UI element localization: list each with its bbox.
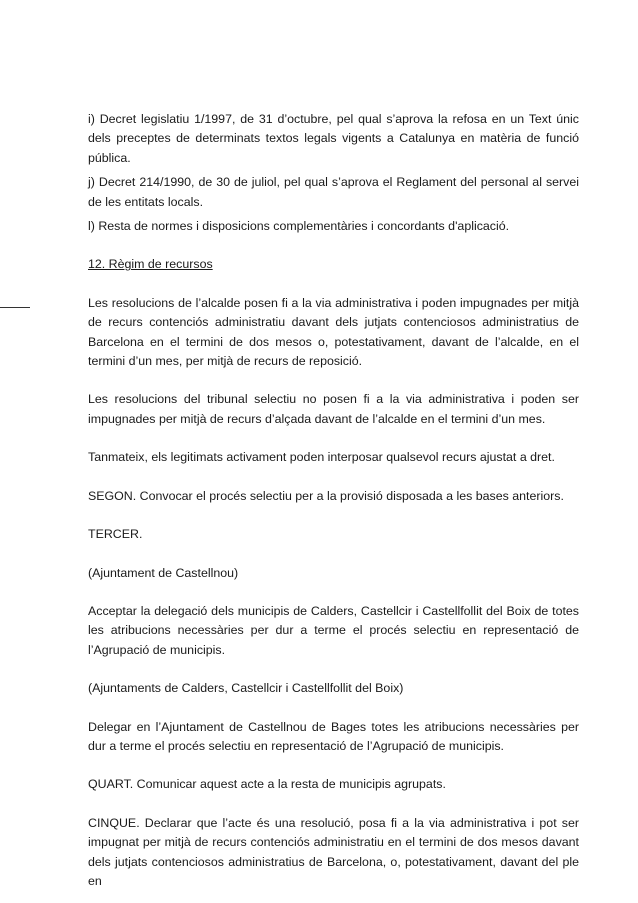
- paragraph-segon: SEGON. Convocar el procés selectiu per a la provisió disposada a les bases anteriors.: [88, 488, 564, 503]
- paragraph-quart: QUART. Comunicar aquest acte a la resta de municipis agrupats.: [88, 777, 446, 792]
- paragraph-decret-legislatiu: i) Decret legislatiu 1/1997, de 31 d’octubre, pel qual s’aprova la refosa en un Text únic dels preceptes de determinats textos legals vigents a Catalunya en matèria de funció pública.: [88, 112, 579, 165]
- paragraph-tanmateix: Tanmateix, els legitimats activament poden interposar qualsevol recurs ajustat a dret.: [88, 450, 555, 465]
- paragraph-decret-214: j) Decret 214/1990, de 30 de juliol, pel qual s’aprova el Reglament del personal al servei de les entitats locals.: [88, 175, 579, 209]
- paragraph-ajuntaments-calders: (Ajuntaments de Calders, Castellcir i Castellfollit del Boix): [88, 681, 404, 696]
- paragraph-cinque: CINQUE. Declarar que l’acte és una resolució, posa fi a la via administrativa i pot ser impugnat per mitjà de recurs contenciós administratiu en el termini de dos mesos davant dels jutjats contenciosos administratius de Barcelona, o, potestativament, davant del ple en: [88, 815, 579, 888]
- document-page: [88, 110, 579, 891]
- paragraph-resolucions-alcalde: Les resolucions de l’alcalde posen fi a la via administrativa i poden impugnades per mitjà de recurs contenciós administratiu davant dels jutjats contenciosos administratius de Barcelona en el termini de dos mesos o, potestativament, davant de l’alcalde, en el termini d’un mes, per mitjà de recurs de reposició.: [88, 295, 579, 369]
- paragraph-ajuntament-castellnou: (Ajuntament de Castellnou): [88, 565, 239, 580]
- paragraph-resolucions-tribunal: Les resolucions del tribunal selectiu no posen fi a la via administrativa i poden ser impugnades per mitjà de recurs d’alçada davant de l’alcalde en el termini d’un mes.: [88, 392, 579, 426]
- paragraph-resta-normes: l) Resta de normes i disposicions complementàries i concordants d'aplicació.: [88, 219, 510, 234]
- paragraph-acceptar-delegacio: Acceptar la delegació dels municipis de Calders, Castellcir i Castellfollit del Boix de totes les atribucions necessàries per dur a terme el procés selectiu en representació de l’Agrupació de municipis.: [88, 603, 579, 657]
- paragraph-delegar: Delegar en l’Ajuntament de Castellnou de Bages totes les atribucions necessàries per dur a terme el procés selectiu en representació de l’Agrupació de municipis.: [88, 719, 579, 753]
- paragraph-tercer: TERCER.: [88, 527, 143, 542]
- margin-line: [0, 307, 30, 308]
- section-heading-regim-recursos: 12. Règim de recursos: [88, 257, 213, 272]
